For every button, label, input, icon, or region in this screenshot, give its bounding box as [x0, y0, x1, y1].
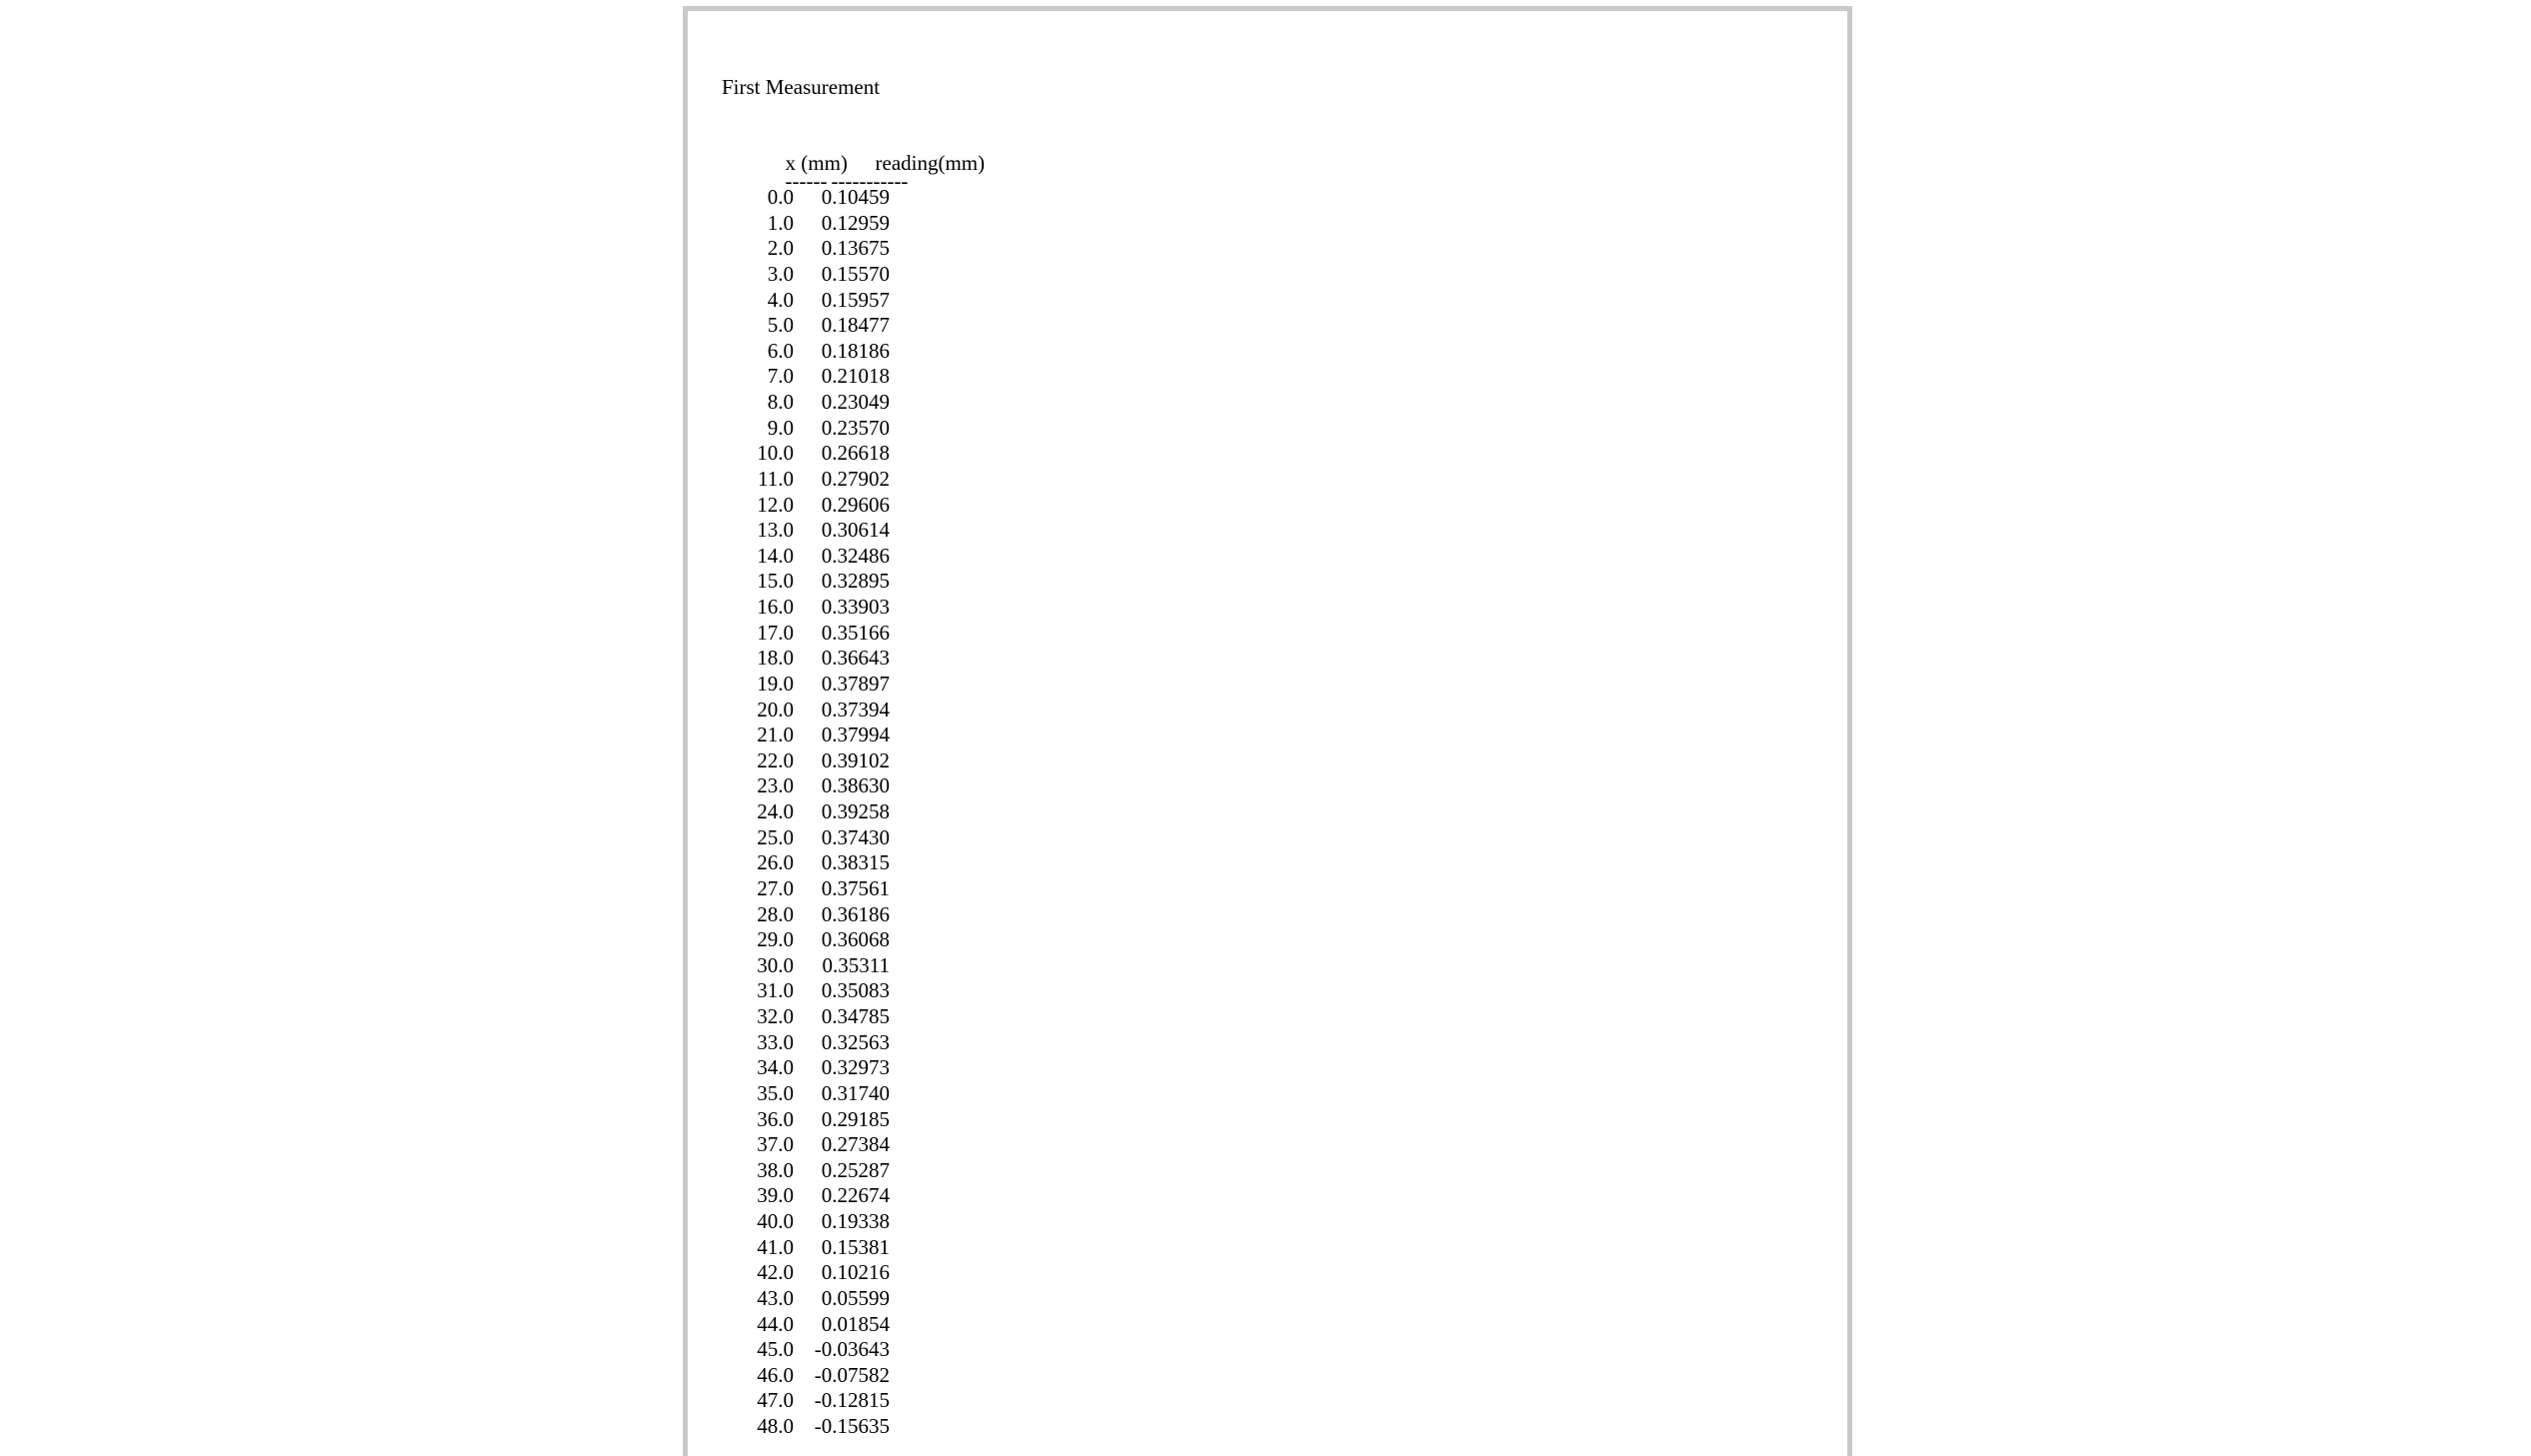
- cell-x-value: 16.0: [757, 595, 794, 619]
- cell-x-value: 24.0: [757, 799, 794, 823]
- table-row: [754, 799, 890, 825]
- cell-reading-value: 0.38630: [821, 773, 890, 798]
- cell-reading-value: -0.12815: [814, 1388, 890, 1413]
- cell-reading-value: 0.22674: [821, 1183, 890, 1208]
- cell-x-value: 42.0: [757, 1260, 794, 1285]
- table-row: [754, 1081, 890, 1107]
- cell-x-value: 22.0: [757, 747, 794, 772]
- table-row: [754, 211, 890, 237]
- cell-x-value: 4.0: [767, 287, 794, 312]
- table-row: [754, 1107, 890, 1133]
- cell-x-value: 8.0: [767, 390, 794, 414]
- cell-x-value: 27.0: [757, 875, 794, 900]
- column-header-reading: reading(mm): [875, 151, 986, 175]
- table-row: [754, 544, 890, 570]
- cell-reading-value: 0.37561: [821, 875, 890, 900]
- cell-reading-value: 0.10459: [821, 185, 890, 209]
- cell-x-value: 39.0: [757, 1183, 794, 1208]
- cell-reading-value: 0.36186: [821, 901, 890, 926]
- cell-reading-value: -0.15635: [814, 1414, 890, 1438]
- table-row: [754, 518, 890, 544]
- cell-reading-value: 0.23570: [821, 415, 890, 440]
- cell-x-value: 3.0: [767, 261, 794, 286]
- cell-reading-value: 0.01854: [821, 1311, 890, 1336]
- table-row: [754, 339, 890, 365]
- cell-reading-value: 0.38315: [821, 850, 890, 875]
- separator-reading: -----------: [831, 169, 909, 193]
- cell-reading-value: 0.37994: [821, 723, 890, 747]
- cell-x-value: 17.0: [757, 620, 794, 645]
- table-row: [754, 672, 890, 698]
- table-row: [754, 364, 890, 390]
- table-row: [754, 773, 890, 799]
- table-row: [754, 1183, 890, 1209]
- table-row: [754, 1209, 890, 1235]
- cell-reading-value: 0.32563: [821, 1029, 890, 1054]
- cell-reading-value: 0.37394: [821, 697, 890, 722]
- table-row: [754, 1158, 890, 1184]
- table-row: [754, 902, 890, 928]
- table-row: [754, 262, 890, 288]
- cell-reading-value: 0.23049: [821, 390, 890, 414]
- cell-reading-value: 0.30614: [821, 518, 890, 543]
- table-row: [754, 978, 890, 1004]
- cell-x-value: 0.0: [767, 185, 794, 209]
- cell-reading-value: 0.15381: [821, 1234, 890, 1259]
- table-row: [754, 646, 890, 672]
- cell-reading-value: 0.13675: [821, 236, 890, 261]
- cell-reading-value: 0.18186: [821, 338, 890, 363]
- cell-reading-value: 0.32486: [821, 543, 890, 568]
- cell-reading-value: 0.39102: [821, 747, 890, 772]
- table-row: [754, 595, 890, 621]
- table-row: [754, 723, 890, 748]
- table-row: [754, 698, 890, 724]
- table-row: [754, 1030, 890, 1056]
- cell-x-value: 38.0: [757, 1157, 794, 1182]
- cell-x-value: 9.0: [767, 415, 794, 440]
- table-row: [754, 953, 890, 979]
- table-body: [754, 185, 890, 1440]
- cell-x-value: 21.0: [757, 723, 794, 747]
- cell-reading-value: 0.35166: [821, 620, 890, 645]
- cell-reading-value: 0.37897: [821, 671, 890, 696]
- table-row: [754, 1312, 890, 1338]
- cell-reading-value: 0.19338: [821, 1209, 890, 1233]
- cell-reading-value: 0.36643: [821, 646, 890, 671]
- cell-reading-value: 0.21018: [821, 364, 890, 389]
- table-row: [754, 493, 890, 519]
- cell-reading-value: 0.29185: [821, 1106, 890, 1131]
- table-row: [754, 621, 890, 647]
- cell-x-value: 47.0: [757, 1388, 794, 1413]
- table-row: [754, 825, 890, 851]
- table-row: [754, 1260, 890, 1286]
- cell-x-value: 2.0: [767, 236, 794, 261]
- cell-x-value: 1.0: [767, 210, 794, 235]
- table-row: [754, 1337, 890, 1363]
- cell-reading-value: 0.37430: [821, 824, 890, 849]
- cell-x-value: 5.0: [767, 313, 794, 338]
- cell-x-value: 23.0: [757, 773, 794, 798]
- table-row: [754, 390, 890, 416]
- cell-x-value: 28.0: [757, 901, 794, 926]
- table-row: [754, 1004, 890, 1030]
- cell-x-value: 18.0: [757, 646, 794, 671]
- cell-x-value: 43.0: [757, 1285, 794, 1310]
- cell-x-value: 11.0: [758, 466, 794, 491]
- table-row: [754, 1132, 890, 1158]
- table-row: [754, 876, 890, 902]
- cell-x-value: 32.0: [757, 1004, 794, 1028]
- cell-x-value: 7.0: [767, 364, 794, 389]
- separator-x: ------: [785, 169, 828, 193]
- cell-x-value: 46.0: [757, 1362, 794, 1387]
- cell-reading-value: 0.15957: [821, 287, 890, 312]
- table-row: [754, 1055, 890, 1081]
- cell-reading-value: 0.36068: [821, 927, 890, 952]
- cell-reading-value: 0.35311: [822, 952, 890, 977]
- cell-x-value: 40.0: [757, 1209, 794, 1233]
- table-row: [754, 1286, 890, 1312]
- table-row: [754, 236, 890, 262]
- cell-reading-value: -0.03643: [814, 1337, 890, 1362]
- cell-x-value: 14.0: [757, 543, 794, 568]
- cell-x-value: 48.0: [757, 1414, 794, 1438]
- cell-reading-value: 0.32973: [821, 1055, 890, 1080]
- cell-x-value: 26.0: [757, 850, 794, 875]
- cell-x-value: 31.0: [757, 978, 794, 1003]
- cell-reading-value: 0.12959: [821, 210, 890, 235]
- cell-reading-value: 0.32895: [821, 569, 890, 594]
- cell-x-value: 15.0: [757, 569, 794, 594]
- cell-x-value: 45.0: [757, 1337, 794, 1362]
- cell-reading-value: 0.15570: [821, 261, 890, 286]
- cell-reading-value: 0.33903: [821, 595, 890, 619]
- column-header-x: x (mm): [785, 151, 848, 175]
- table-row: [754, 1388, 890, 1414]
- cell-x-value: 41.0: [757, 1234, 794, 1259]
- table-row: [754, 313, 890, 339]
- cell-x-value: 33.0: [757, 1029, 794, 1054]
- cell-reading-value: 0.18477: [821, 313, 890, 338]
- cell-reading-value: 0.10216: [821, 1260, 890, 1285]
- cell-reading-value: 0.39258: [821, 799, 890, 823]
- cell-x-value: 6.0: [767, 338, 794, 363]
- cell-x-value: 29.0: [757, 927, 794, 952]
- cell-x-value: 30.0: [757, 952, 794, 977]
- cell-x-value: 34.0: [757, 1055, 794, 1080]
- cell-reading-value: 0.27902: [821, 466, 890, 491]
- cell-x-value: 20.0: [757, 697, 794, 722]
- cell-reading-value: 0.27384: [821, 1132, 890, 1157]
- cell-x-value: 35.0: [757, 1080, 794, 1105]
- table-row: [754, 416, 890, 442]
- cell-x-value: 12.0: [757, 492, 794, 517]
- table-row: [754, 1235, 890, 1261]
- document-page: [683, 6, 1852, 1456]
- cell-reading-value: 0.05599: [821, 1285, 890, 1310]
- cell-reading-value: 0.26618: [821, 441, 890, 466]
- cell-x-value: 19.0: [757, 671, 794, 696]
- table-row: [754, 185, 890, 211]
- table-row: [754, 748, 890, 774]
- table-row: [754, 288, 890, 314]
- table-row: [754, 927, 890, 953]
- cell-x-value: 44.0: [757, 1311, 794, 1336]
- cell-reading-value: 0.34785: [821, 1004, 890, 1028]
- table-row: [754, 850, 890, 876]
- cell-x-value: 13.0: [757, 518, 794, 543]
- table-row: [754, 467, 890, 493]
- document-title: First Measurement: [722, 75, 881, 99]
- cell-reading-value: 0.35083: [821, 978, 890, 1003]
- cell-x-value: 25.0: [757, 824, 794, 849]
- cell-x-value: 10.0: [757, 441, 794, 466]
- cell-reading-value: -0.07582: [814, 1362, 890, 1387]
- table-row: [754, 1363, 890, 1389]
- cell-reading-value: 0.29606: [821, 492, 890, 517]
- cell-x-value: 36.0: [757, 1106, 794, 1131]
- cell-x-value: 37.0: [757, 1132, 794, 1157]
- cell-reading-value: 0.25287: [821, 1157, 890, 1182]
- table-row: [754, 569, 890, 595]
- table-row: [754, 441, 890, 467]
- table-row: [754, 1414, 890, 1440]
- cell-reading-value: 0.31740: [821, 1080, 890, 1105]
